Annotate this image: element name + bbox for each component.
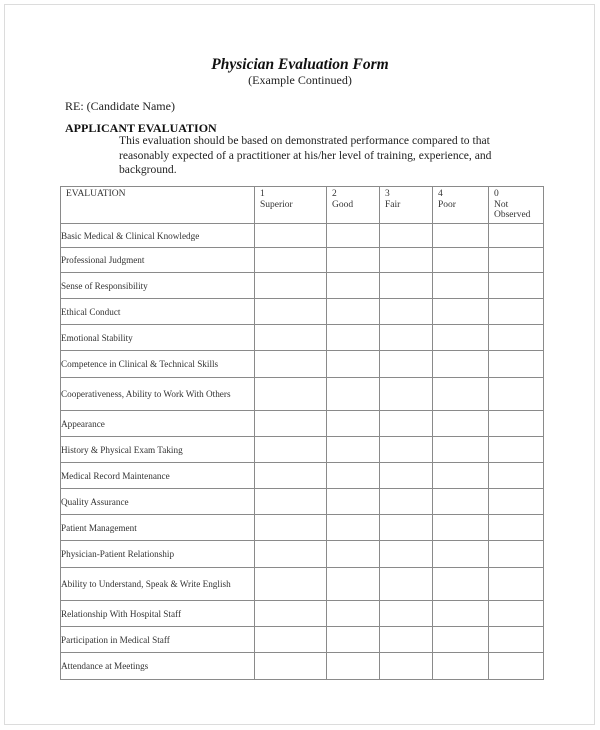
- rating-cell-poor[interactable]: [433, 653, 489, 680]
- rating-cell-not-observed[interactable]: [489, 568, 544, 601]
- rating-cell-not-observed[interactable]: [489, 653, 544, 680]
- rating-cell-fair[interactable]: [380, 325, 433, 351]
- table-row: [61, 568, 544, 601]
- criterion-label: Attendance at Meetings: [61, 653, 255, 680]
- criteria-header: EVALUATION: [61, 187, 255, 224]
- rating-label: Good: [332, 199, 354, 210]
- table-row: [61, 653, 544, 680]
- rating-cell-good[interactable]: [327, 224, 380, 248]
- rating-cell-not-observed[interactable]: [489, 601, 544, 627]
- form-subtitle: (Example Continued): [248, 73, 352, 87]
- rating-cell-poor[interactable]: [433, 627, 489, 653]
- criterion-label: Ability to Understand, Speak & Write English: [61, 568, 255, 601]
- rating-cell-superior[interactable]: [255, 273, 327, 299]
- criterion-label: Ethical Conduct: [61, 299, 255, 325]
- criterion-label: Emotional Stability: [61, 325, 255, 351]
- rating-cell-poor[interactable]: [433, 489, 489, 515]
- rating-cell-superior[interactable]: [255, 411, 327, 437]
- rating-header-poor: [433, 187, 489, 224]
- rating-cell-fair[interactable]: [380, 627, 433, 653]
- rating-cell-good[interactable]: [327, 411, 380, 437]
- rating-cell-not-observed[interactable]: [489, 627, 544, 653]
- table-row: [61, 273, 544, 299]
- rating-cell-poor[interactable]: [433, 325, 489, 351]
- form-title: Physician Evaluation Form: [211, 56, 389, 73]
- rating-cell-superior[interactable]: [255, 463, 327, 489]
- rating-cell-superior[interactable]: [255, 351, 327, 378]
- rating-cell-superior[interactable]: [255, 378, 327, 411]
- rating-cell-poor[interactable]: [433, 224, 489, 248]
- rating-label: Superior: [260, 199, 293, 210]
- criterion-label: Appearance: [61, 411, 255, 437]
- table-row: [61, 325, 544, 351]
- rating-cell-good[interactable]: [327, 541, 380, 568]
- rating-cell-not-observed[interactable]: [489, 489, 544, 515]
- evaluation-rows: [61, 224, 544, 680]
- table-row: [61, 601, 544, 627]
- candidate-name-line: RE: (Candidate Name): [65, 99, 175, 113]
- table-row: [61, 463, 544, 489]
- rating-cell-fair[interactable]: [380, 541, 433, 568]
- rating-cell-not-observed[interactable]: [489, 224, 544, 248]
- rating-cell-fair[interactable]: [380, 299, 433, 325]
- rating-header-superior: [255, 187, 327, 224]
- rating-cell-good[interactable]: [327, 273, 380, 299]
- rating-cell-fair[interactable]: [380, 224, 433, 248]
- rating-cell-superior[interactable]: [255, 541, 327, 568]
- table-row: [61, 627, 544, 653]
- table-row: [61, 541, 544, 568]
- rating-cell-not-observed[interactable]: [489, 411, 544, 437]
- table-row: [61, 437, 544, 463]
- rating-cell-fair[interactable]: [380, 273, 433, 299]
- criterion-label: Basic Medical & Clinical Knowledge: [61, 224, 255, 248]
- rating-cell-poor[interactable]: [433, 515, 489, 541]
- rating-cell-superior[interactable]: [255, 489, 327, 515]
- rating-cell-fair[interactable]: [380, 248, 433, 273]
- rating-cell-poor[interactable]: [433, 351, 489, 378]
- criterion-label: Patient Management: [61, 515, 255, 541]
- rating-cell-fair[interactable]: [380, 351, 433, 378]
- rating-cell-not-observed[interactable]: [489, 437, 544, 463]
- rating-cell-fair[interactable]: [380, 601, 433, 627]
- rating-cell-fair[interactable]: [380, 568, 433, 601]
- criterion-label: Competence in Clinical & Technical Skills: [61, 351, 255, 378]
- criterion-label: History & Physical Exam Taking: [61, 437, 255, 463]
- rating-cell-good[interactable]: [327, 568, 380, 601]
- table-row: [61, 224, 544, 248]
- rating-cell-not-observed[interactable]: [489, 515, 544, 541]
- rating-cell-fair[interactable]: [380, 489, 433, 515]
- criterion-label: Participation in Medical Staff: [61, 627, 255, 653]
- rating-cell-poor[interactable]: [433, 378, 489, 411]
- rating-cell-fair[interactable]: [380, 653, 433, 680]
- table-row: [61, 351, 544, 378]
- rating-cell-not-observed[interactable]: [489, 299, 544, 325]
- rating-cell-good[interactable]: [327, 325, 380, 351]
- rating-label: Not Observed: [494, 199, 531, 220]
- table-row: [61, 515, 544, 541]
- table-row: [61, 489, 544, 515]
- rating-cell-not-observed[interactable]: [489, 378, 544, 411]
- rating-cell-good[interactable]: [327, 378, 380, 411]
- rating-number: 1: [260, 189, 265, 199]
- criterion-label: Sense of Responsibility: [61, 273, 255, 299]
- rating-label: Poor: [438, 199, 456, 210]
- rating-number: 4: [438, 189, 443, 199]
- rating-cell-good[interactable]: [327, 653, 380, 680]
- rating-cell-poor[interactable]: [433, 411, 489, 437]
- criterion-label: Professional Judgment: [61, 248, 255, 273]
- rating-cell-not-observed[interactable]: [489, 248, 544, 273]
- rating-cell-fair[interactable]: [380, 437, 433, 463]
- criterion-label: Cooperativeness, Ability to Work With Others: [61, 378, 255, 411]
- criterion-label: Medical Record Maintenance: [61, 463, 255, 489]
- rating-cell-poor[interactable]: [433, 437, 489, 463]
- rating-label: Fair: [385, 199, 401, 210]
- rating-cell-not-observed[interactable]: [489, 463, 544, 489]
- rating-cell-superior[interactable]: [255, 224, 327, 248]
- rating-cell-poor[interactable]: [433, 299, 489, 325]
- header-row: [61, 187, 544, 224]
- rating-cell-fair[interactable]: [380, 411, 433, 437]
- section-heading: APPLICANT EVALUATION: [65, 121, 217, 135]
- rating-cell-fair[interactable]: [380, 463, 433, 489]
- rating-cell-superior[interactable]: [255, 653, 327, 680]
- rating-cell-good[interactable]: [327, 489, 380, 515]
- rating-cell-superior[interactable]: [255, 248, 327, 273]
- rating-cell-superior[interactable]: [255, 601, 327, 627]
- criterion-label: Relationship With Hospital Staff: [61, 601, 255, 627]
- rating-cell-superior[interactable]: [255, 299, 327, 325]
- rating-cell-poor[interactable]: [433, 273, 489, 299]
- rating-cell-fair[interactable]: [380, 515, 433, 541]
- rating-cell-good[interactable]: [327, 248, 380, 273]
- rating-cell-poor[interactable]: [433, 568, 489, 601]
- criterion-label: Quality Assurance: [61, 489, 255, 515]
- evaluation-table: [60, 186, 544, 680]
- table-row: [61, 378, 544, 411]
- rating-cell-superior[interactable]: [255, 568, 327, 601]
- rating-cell-superior[interactable]: [255, 627, 327, 653]
- rating-cell-good[interactable]: [327, 601, 380, 627]
- rating-cell-poor[interactable]: [433, 541, 489, 568]
- rating-number: 2: [332, 189, 337, 199]
- rating-number: 0: [494, 189, 499, 199]
- rating-cell-not-observed[interactable]: [489, 351, 544, 378]
- rating-cell-good[interactable]: [327, 463, 380, 489]
- table-row: [61, 411, 544, 437]
- rating-cell-good[interactable]: [327, 515, 380, 541]
- rating-cell-poor[interactable]: [433, 248, 489, 273]
- rating-cell-not-observed[interactable]: [489, 273, 544, 299]
- rating-header-fair: [380, 187, 433, 224]
- rating-cell-superior[interactable]: [255, 437, 327, 463]
- rating-cell-good[interactable]: [327, 437, 380, 463]
- rating-cell-good[interactable]: [327, 351, 380, 378]
- rating-number: 3: [385, 189, 390, 199]
- rating-cell-superior[interactable]: [255, 515, 327, 541]
- rating-header-not-observed: [489, 187, 544, 224]
- rating-cell-fair[interactable]: [380, 378, 433, 411]
- rating-header-good: [327, 187, 380, 224]
- table-row: [61, 299, 544, 325]
- rating-cell-poor[interactable]: [433, 601, 489, 627]
- rating-cell-good[interactable]: [327, 299, 380, 325]
- section-description: This evaluation should be based on demonstrated performance compared to that reasonably expected of a practitioner at his/her level of training, experience, and background.: [119, 134, 492, 176]
- rating-cell-good[interactable]: [327, 627, 380, 653]
- rating-cell-superior[interactable]: [255, 325, 327, 351]
- rating-cell-not-observed[interactable]: [489, 541, 544, 568]
- rating-cell-not-observed[interactable]: [489, 325, 544, 351]
- criterion-label: Physician-Patient Relationship: [61, 541, 255, 568]
- table-row: [61, 248, 544, 273]
- rating-cell-poor[interactable]: [433, 463, 489, 489]
